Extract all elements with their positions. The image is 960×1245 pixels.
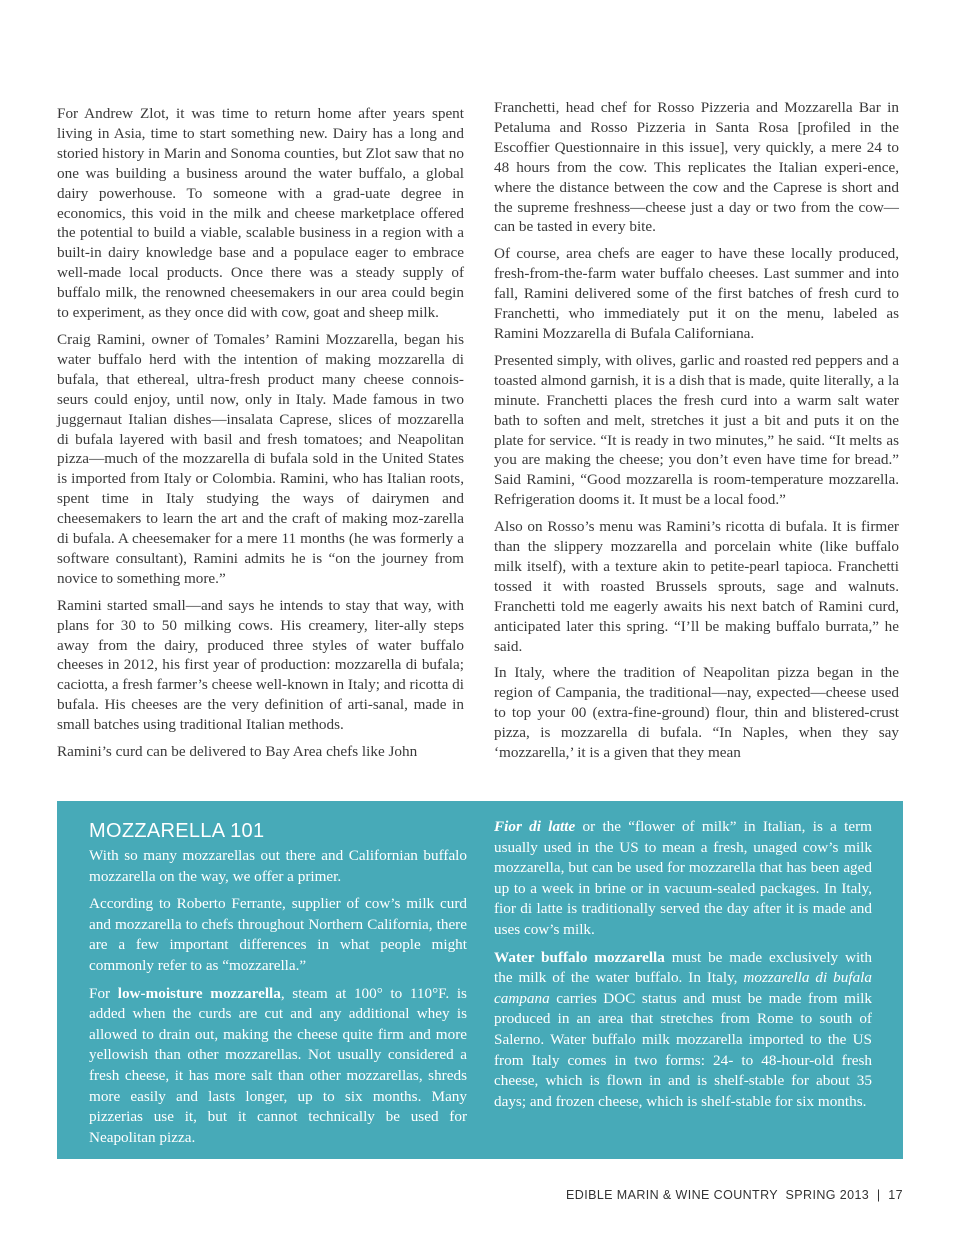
article-column-right [494, 98, 899, 770]
article-paragraph: Also on Rosso’s menu was Ramini’s ricotta di bufala. It is firmer than the slippery mozzarella and porcelain white (like buffalo milk itself), with a texture akin to petite-pearl tapioca. Franchetti tossed it with roasted Brussels sprouts, sage and walnuts. Franchetti told me eagerly awaits his next batch of Ramini curd, anticipated later this spring. “I’ll be making buffalo burrata,” he said. [494, 518, 899, 655]
term-di-bufala-campana: mozzarella di bufala campana [494, 969, 872, 1007]
sidebar-column-left [89, 819, 467, 1155]
article-paragraph: Ramini started small—and says he intends to stay that way, with plans for 30 to 50 milking cows. His creamery, liter-ally steps away from the dairy, produced three styles of water buffalo cheeses in 2012, his first year of production: mozzarella di bufala; caciotta, a fresh farmer’s cheese well-known in Italy; and ricotta di bufala. His cheeses are the very definition of arti-sanal, made in small batches using traditional Italian methods. [57, 596, 464, 734]
article-paragraph: For Andrew Zlot, it was time to return home after years spent living in Asia, time to start something new. Dairy has a long and storied history in Marin and Sonoma counties, but Zlot saw that no one was building a business around the water buffalo, a global dairy powerhouse. To someone with a grad-uate degree in economics, this void in the milk and cheese marketplace offered the potential to build a viable, scalable business in a region with a built-in dairy knowledge base and a populace eager to embrace well-made local products. Once there was a steady supply of buffalo milk, the renowned cheesemakers in our area could begin to experiment, as they once did with cow, goat and sheep milk. [57, 105, 464, 322]
term-low-moisture: low-moisture mozzarella [117, 984, 281, 1002]
sidebar-text: or the “flower of milk” in Italian, is a term usually used in the US to mean a fresh, unaged cow’s milk mozzarella, but can be used for mozzarella that has been aged up to a week in brine or in vacuum-sealed packages. In Italy, fior di latte is traditionally served the day after it is made and uses cow’s milk. [494, 818, 872, 938]
sidebar-paragraph [494, 817, 872, 941]
page-footer: EDIBLE MARIN & WINE COUNTRY SPRING 2013 | 17 [566, 1188, 903, 1202]
sidebar-title: MOZZARELLA 101 [89, 820, 265, 842]
sidebar-text: must be made exclusively with the milk of the water buffalo. In Italy, [494, 948, 872, 987]
term-water-buffalo: Water buffalo mozzarella [494, 948, 665, 966]
sidebar-paragraph [89, 984, 467, 1149]
article-paragraph: Craig Ramini, owner of Tomales’ Ramini Mozzarella, began his water buffalo herd with the intention of making mozzarella di bufala, that ethereal, ultra-fresh product many cheese connois-seurs could enjoy, until now, only in Italy. Made famous in two juggernaut Italian dishes—insalata Caprese, slices of mozzarella di bufala layered with basil and fresh tomatoes; and Neapolitan pizza—much of the mozzarella di bufala sold in the United States is imported from Italy or Colombia. Ramini, who has Italian roots, spent time in Italy studying the ways of dairymen and cheesemakers to learn the art and the craft of making moz-zarella di bufala. A cheesemaker for a mere 11 months (he was formerly a software consultant), Ramini admits he is “on the journey from novice to something more.” [57, 330, 464, 587]
article-paragraph: Presented simply, with olives, garlic and roasted red peppers and a toasted almond garnish, it is a dish that is made, quite literally, a la minute. Franchetti places the fresh curd into a warm salt water bath to soften and melt, stretches it just a bit and puts it on the plate for service. “It is ready in two minutes,” he said. “It melts as you are making the cheese; you don’t even have time for bread.” Said Ramini, “Good mozzarella is room-temperature mozzarella. Refrigeration dooms it. It must be a local food.” [494, 351, 899, 509]
mozzarella-101-sidebar [57, 801, 903, 1159]
sidebar-column-right [494, 817, 872, 1119]
sidebar-paragraph [494, 948, 872, 1113]
article-column-left [57, 104, 464, 769]
sidebar-text: For [89, 984, 118, 1002]
sidebar-paragraph: According to Roberto Ferrante, supplier of cow’s milk curd and mozzarella to chefs throughout Northern California, there are a few important differences in what people might commonly refer to as “mozzarella.” [89, 895, 467, 974]
article-paragraph: Franchetti, head chef for Rosso Pizzeria and Mozzarella Bar in Petaluma and Rosso Pizzeria in Santa Rosa [profiled in the Escoffier Questionnaire in this issue], very quickly, a mere 24 to 48 hours from the cow. This replicates the Italian experi-ence, where the distance between the cow and the Caprese is short and the supreme freshness—cheese just a day or two from the cow—can be tasted in every bite. [494, 99, 899, 236]
sidebar-text: carries DOC status and must be made from milk produced in an area that stretches from Rome to south of Salerno. Water buffalo milk mozzarella imported to the US from Italy comes in two forms: 24- to 48-hour-old fresh cheese, which is flown in and is shelf-stable for about 35 days; and frozen cheese, which is shelf-stable for six months. [494, 989, 872, 1110]
sidebar-intro: With so many mozzarellas out there and Californian buffalo mozzarella on the way, we offer a primer. [89, 847, 467, 885]
term-fior-di-latte: Fior di latte [494, 818, 576, 835]
article-paragraph: Of course, area chefs are eager to have these locally produced, fresh-from-the-farm water buffalo cheeses. Last summer and into fall, Ramini delivered some of the first batches of fresh curd to Franchetti, who immediately put it on the menu, labeled as Ramini Mozzarella di Bufala Californiana. [494, 245, 899, 342]
article-paragraph: Ramini’s curd can be delivered to Bay Area chefs like John [57, 743, 418, 761]
article-paragraph: In Italy, where the tradition of Neapolitan pizza began in the region of Campania, the traditional—nay, expected—cheese used to top your 00 (extra-fine-ground) flour, thin and blistered-crust pizza, is mozzarella di bufala. “In Naples, when they say ‘mozzarella,’ it is a given that they mean [494, 664, 899, 762]
sidebar-text: , steam at 100° to 110°F. is added when the curds are cut and any additional whey is allowed to drain out, making the cheese quite firm and more yellowish than other mozzarellas. Not usually considered a fresh cheese, it has more salt than other mozzarellas, shreds more easily and lasts longer, up to six months. Many pizzerias use it, but it cannot technically be used for Neapolitan pizza. [89, 984, 467, 1146]
